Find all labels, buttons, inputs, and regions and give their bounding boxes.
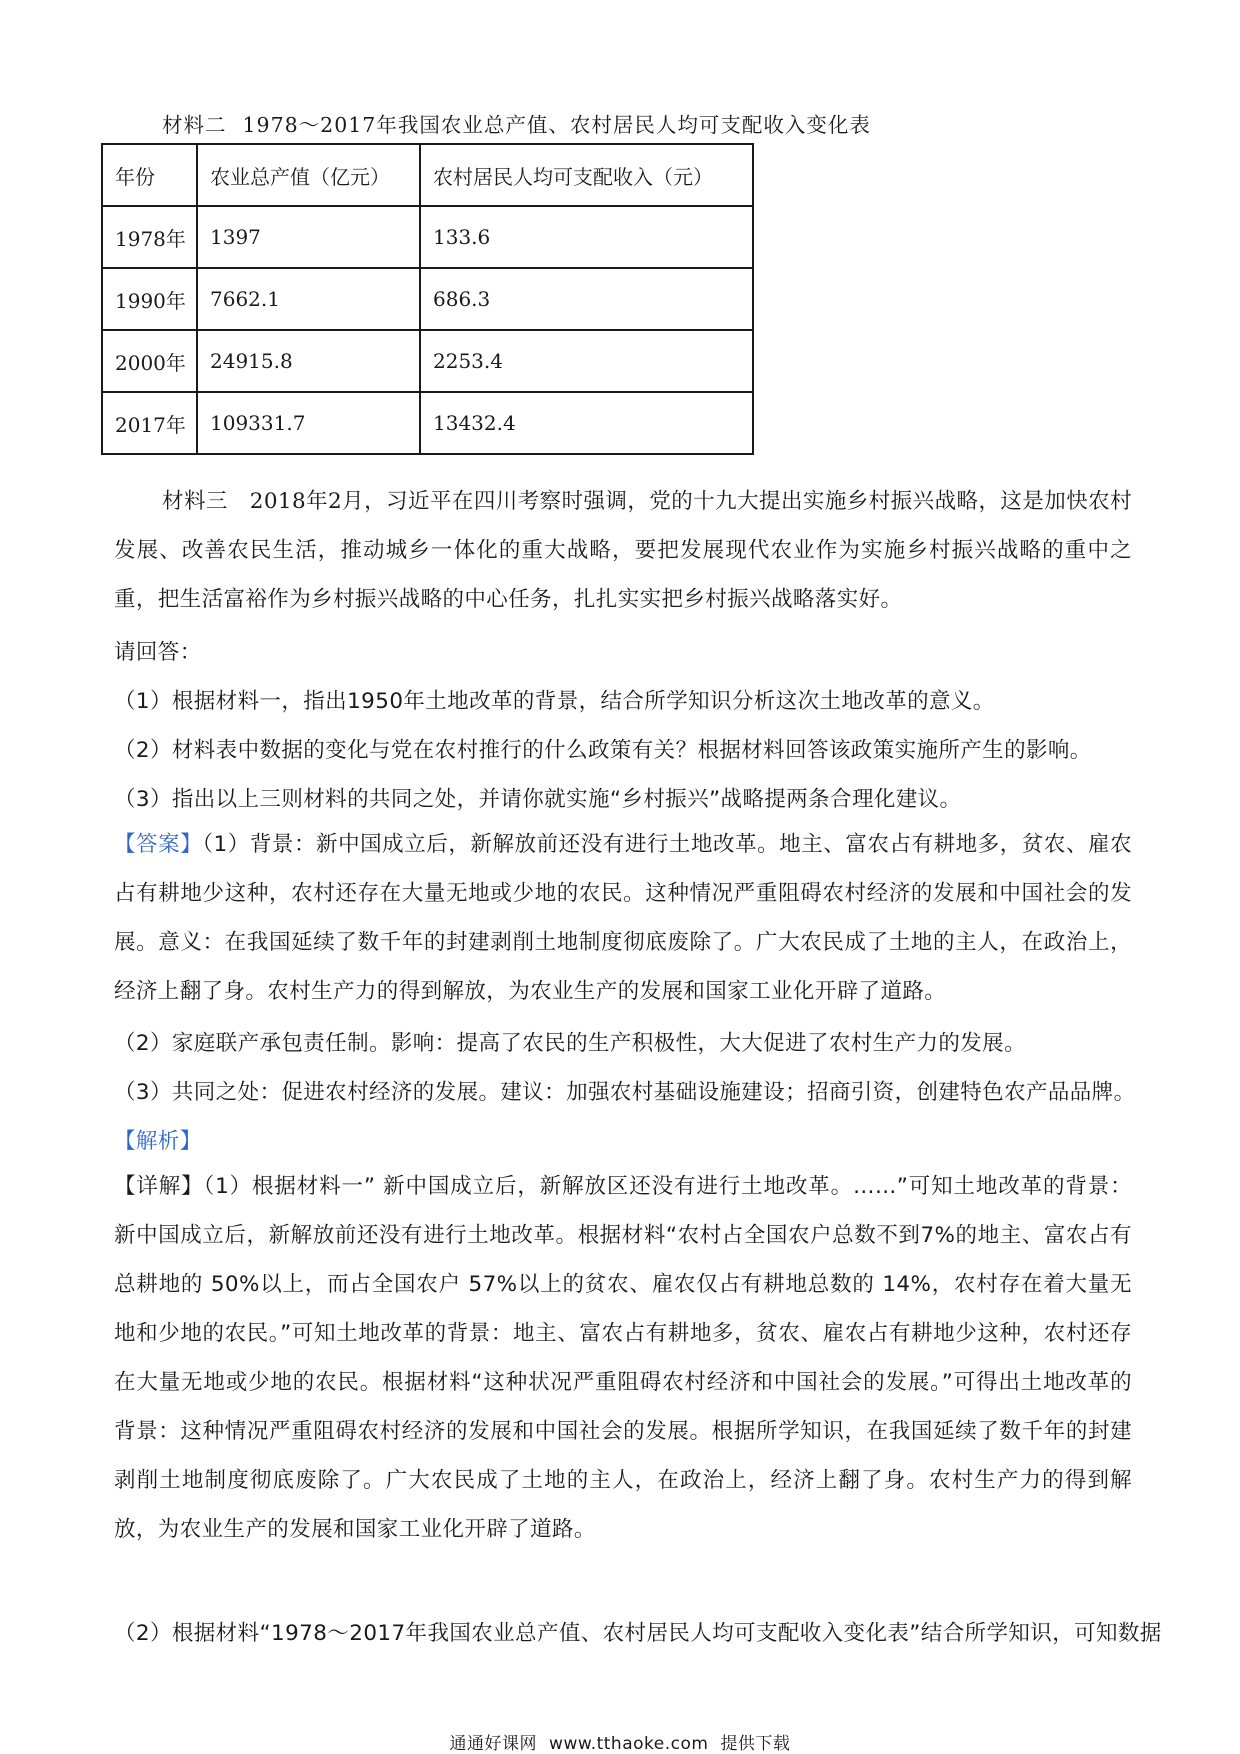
cell-output: 1397	[197, 206, 420, 268]
questions-intro: 请回答：	[114, 640, 202, 665]
cell-year: 1978年	[102, 206, 197, 268]
cell-year: 1990年	[102, 268, 197, 330]
income-table	[101, 143, 754, 455]
detail-tag: 【详解】	[114, 1174, 204, 1199]
question-3: （3）指出以上三则材料的共同之处，并请你就实施“乡村振兴”战略提两条合理化建议。	[114, 787, 962, 812]
table-row	[102, 206, 753, 268]
cell-output: 7662.1	[197, 268, 420, 330]
cell-output: 24915.8	[197, 330, 420, 392]
header-income: 农村居民人均可支配收入（元）	[420, 144, 753, 206]
table-row	[102, 392, 753, 454]
table-header-row	[102, 144, 753, 206]
answer-1-text: （1）背景：新中国成立后，新解放前还没有进行土地改革。地主、富农占有耕地多，贫农、雇农占有耕地少这种，农村还存在大量无地或少地的农民。这种情况严重阻碍农村经济的发展和中国社会的发展。意义：在我国延续了数千年的封建剥削土地制度彻底废除了。广大农民成了土地的主人，在政治上，经济上翻了身。农村生产力的得到解放，为农业生产的发展和国家工业化开辟了道路。	[114, 832, 1132, 1004]
cell-output: 109331.7	[197, 392, 420, 454]
detail-1	[114, 1162, 1132, 1554]
cell-year: 2017年	[102, 392, 197, 454]
cell-income: 133.6	[420, 206, 753, 268]
material-2-caption	[162, 108, 887, 138]
page-footer	[0, 1729, 1240, 1754]
question-1: （1）根据材料一，指出1950年土地改革的背景，结合所学知识分析这次土地改革的意义。	[114, 689, 995, 714]
detail-1-text: （1）根据材料一” 新中国成立后，新解放区还没有进行土地改革。……”可知土地改革的背景：新中国成立后，新解放前还没有进行土地改革。根据材料“农村占全国农户总数不到7%的地主、富农占有总耕地的 50%以上，而占全国农户 57%以上的贫农、雇农仅占有耕地总数的 14%，农村存在着大量无地和少地的农民。”可知土地改革的背景：地主、富农占有耕地多，贫农、雇农占有耕地少这种，农村还存在大量无地或少地的农民。根据材料“这种状况严重阻碍农村经济和中国社会的发展。”可得出土地改革的背景：这种情况严重阻碍农村经济的发展和中国社会的发展。根据所学知识，在我国延续了数千年的封建剥削土地制度彻底废除了。广大农民成了土地的主人，在政治上，经济上翻了身。农村生产力的得到解放，为农业生产的发展和国家工业化开辟了道路。	[114, 1174, 1132, 1542]
footer-site-name: 通通好课网	[449, 1734, 538, 1754]
header-year: 年份	[102, 144, 197, 206]
question-2: （2）材料表中数据的变化与党在农村推行的什么政策有关？根据材料回答该政策实施所产生的影响。	[114, 738, 1092, 763]
analysis-tag: 【解析】	[114, 1129, 202, 1154]
material-2-label: 材料二	[162, 113, 227, 137]
cell-income: 2253.4	[420, 330, 753, 392]
table-row	[102, 268, 753, 330]
material-3-text: 材料三 2018年2月，习近平在四川考察时强调，党的十九大提出实施乡村振兴战略，这是加快农村发展、改善农民生活，推动城乡一体化的重大战略，要把发展现代农业作为实施乡村振兴战略的重中之重，把生活富裕作为乡村振兴战略的中心任务，扎扎实实把乡村振兴战略落实好。	[114, 489, 1132, 612]
table-row	[102, 330, 753, 392]
detail-2: （2）根据材料“1978～2017年我国农业总产值、农村居民人均可支配收入变化表”结合所学知识，可知数据	[114, 1621, 1162, 1646]
cell-income: 13432.4	[420, 392, 753, 454]
answer-tag: 【答案】	[114, 832, 203, 857]
cell-year: 2000年	[102, 330, 197, 392]
header-output: 农业总产值（亿元）	[197, 144, 420, 206]
material-2-title: 1978～2017年我国农业总产值、农村居民人均可支配收入变化表	[242, 113, 871, 137]
answer-3: （3）共同之处：促进农村经济的发展。建议：加强农村基础设施建设；招商引资，创建特色农产品品牌。	[114, 1080, 1136, 1105]
answer-1	[114, 820, 1132, 1016]
cell-income: 686.3	[420, 268, 753, 330]
answer-2: （2）家庭联产承包责任制。影响：提高了农民的生产积极性，大大促进了农村生产力的发展。	[114, 1031, 1026, 1056]
footer-note: 提供下载	[720, 1734, 791, 1754]
footer-url[interactable]: www.tthaoke.com	[549, 1734, 709, 1754]
